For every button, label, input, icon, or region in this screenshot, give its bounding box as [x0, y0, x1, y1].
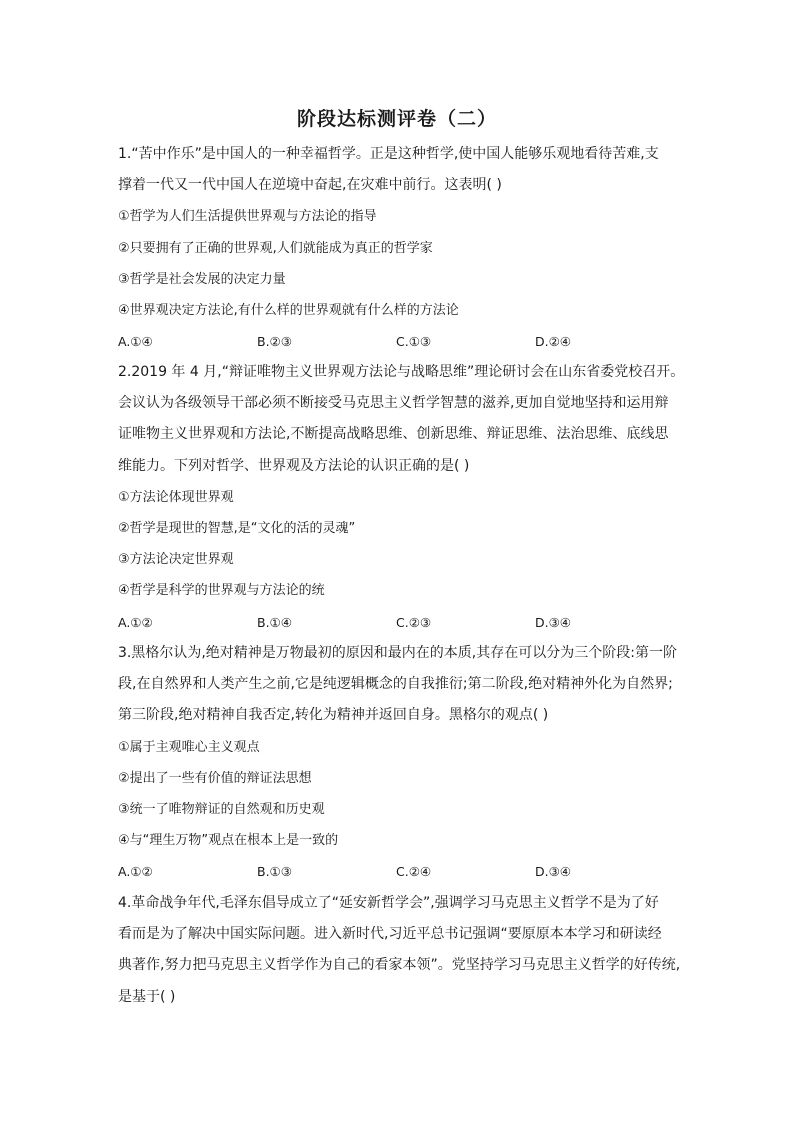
stem-line: 证唯物主义世界观和方法论,不断提高战略思维、创新思维、辩证思维、法治思维、底线思: [118, 426, 669, 443]
choice-c: C.②③: [396, 614, 432, 630]
statement-option: ①哲学为人们生活提供世界观与方法论的指导: [118, 209, 377, 225]
choice-d: D.③④: [535, 864, 572, 880]
statement-option: ③哲学是社会发展的决定力量: [118, 271, 286, 287]
choice-b: B.①③: [257, 864, 292, 880]
stem-line: 撑着一代又一代中国人在逆境中奋起,在灾难中前行。这表明( ): [118, 177, 502, 194]
question-stem: [118, 139, 678, 201]
stem-line: 维能力。下列对哲学、世界观及方法论的认识正确的是( ): [118, 457, 470, 474]
question-1: [118, 139, 678, 357]
question-stem: [118, 888, 681, 1013]
statement-option: ②哲学是现世的智慧,是“文化的活的灵魂”: [118, 520, 356, 536]
stem-line: 典著作,努力把马克思主义哲学作为自己的看家本领”。党坚持学习马克思主义哲学的好传统,: [118, 957, 681, 974]
statement-option: ①属于主观唯心主义观点: [118, 739, 260, 755]
statement-option: ②只要拥有了正确的世界观,人们就能成为真正的哲学家: [118, 240, 433, 256]
question-stem: [118, 638, 678, 732]
stem-line: 段,在自然界和人类产生之前,它是纯逻辑概念的自我推衍;第二阶段,绝对精神外化为自然界;: [118, 676, 673, 693]
answer-choices: [118, 326, 678, 357]
statement-option: ①方法论体现世界观: [118, 489, 234, 505]
statement-option: ④世界观决定方法论,有什么样的世界观就有什么样的方法论: [118, 302, 459, 318]
answer-choices: [118, 607, 678, 638]
choice-c: C.②④: [396, 864, 432, 880]
answer-choices: [118, 856, 678, 887]
stem-line: 第三阶段,绝对精神自我否定,转化为精神并返回自身。黑格尔的观点( ): [118, 707, 549, 724]
statement-option: ④哲学是科学的世界观与方法论的统: [118, 583, 325, 599]
choice-b: B.②③: [257, 334, 292, 350]
statement-option: ③方法论决定世界观: [118, 552, 234, 568]
stem-line: 看而是为了解决中国实际问题。进入新时代,习近平总书记强调“要原原本本学习和研读经: [118, 926, 662, 943]
statement-option: ②提出了一些有价值的辩证法思想: [118, 770, 312, 786]
choice-b: B.①④: [257, 614, 292, 630]
stem-line: 2.2019 年 4 月,“辩证唯物主义世界观方法论与战略思维”理论研讨会在山东省委党校召开。: [118, 364, 685, 380]
choice-d: D.②④: [535, 334, 572, 350]
question-2: [118, 357, 685, 638]
question-3: [118, 638, 678, 888]
statement-option: ③统一了唯物辩证的自然观和历史观: [118, 801, 325, 817]
stem-line: 1.“苦中作乐”是中国人的一种幸福哲学。正是这种哲学,使中国人能够乐观地看待苦难,支: [118, 146, 659, 162]
stem-line: 3.黑格尔认为,绝对精神是万物最初的原因和最内在的本质,其存在可以分为三个阶段:第一阶: [118, 645, 677, 661]
choice-a: A.①②: [118, 864, 153, 880]
choice-d: D.③④: [535, 614, 572, 630]
choice-a: A.①④: [118, 334, 153, 350]
statement-option: ④与“理生万物”观点在根本上是一致的: [118, 833, 339, 849]
stem-line: 4.革命战争年代,毛泽东倡导成立了“延安新哲学会”,强调学习马克思主义哲学不是为了好: [118, 895, 659, 911]
page-title: 阶段达标测评卷（二）: [296, 108, 497, 130]
question-4: [118, 888, 681, 1013]
stem-line: 是基于( ): [118, 988, 176, 1005]
choice-a: A.①②: [118, 614, 153, 630]
stem-line: 会议认为各级领导干部必须不断接受马克思主义哲学智慧的滋养,更加自觉地坚持和运用辩: [118, 395, 669, 412]
choice-c: C.①③: [396, 334, 432, 350]
question-stem: [118, 357, 685, 482]
